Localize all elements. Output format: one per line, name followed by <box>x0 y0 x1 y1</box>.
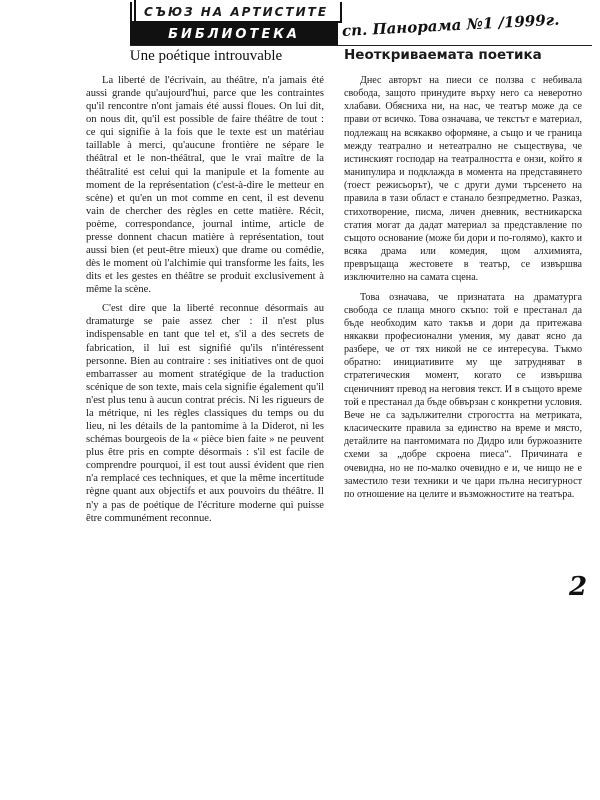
bulgarian-paragraph-2: Това означава, че признатата на драматурга свобода се плаща много скъпо: той е престанал да бъде необходим като такъв и дори да притежава някакви професионални умения, му дават ясно да разбере, че от тях никой не се интересува. Тъкмо обратно: инициативите му ще затрудняват в стратегическия момент, когато се извършва сценичният превод на неговия текст. И в същото време той е престанал да бъде обвързан с конкретни условия. Вече не са задължителни строгостта на метриката, класическите правила за единство на време и място, детайлите на пантомимата по Дидро или буржоазните схеми за „добре скроена пиеса“. Причината е очевидна, но не по-малко очевидно е и, че нищо не е заместило тези техники и че цари пълна несигурност по отношение на целите и възможностите на театъра. <box>344 291 582 500</box>
rubric-banner <box>130 23 338 45</box>
bulgarian-paragraph-1: Днес авторът на пиеси се ползва с небивала свобода, защото принудите върху него са неверотно хлабави. Обясниха ни, на нас, че театър може да се прави от всичко. Това означава, че текстът е материал, подлежащ на всякакво оформяне, а също и че граница между театрално и нетеатрално не съществува, че истинският господар на театралността е онзи, който я манипулира и подклажда в момента на представянето (тоест режисьорът), че с други думи търсенето на правила в тази област е станало безпредметно. Разказ, стихотворение, писма, личен дневник, вестникарска статия могат да дадат материал за представление по същото основание (може би дори и по-голямо), както и всяка драма или комедия, щом алхимията, превръщаща жестовете в театър, се извършва изключително на самата сцена. <box>344 75 582 284</box>
rubric-label: БИБЛИОТЕКА <box>168 26 300 42</box>
handwritten-source-note: сп. Панорама №1 /1999г. <box>341 10 560 40</box>
bulgarian-article-title: Неоткриваемата поетика <box>344 47 542 63</box>
french-paragraph-2: C'est dire que la liberté reconnue désormais au dramaturge se paie assez cher : il n'est plus indispensable en tant que tel et, s'il a des secrets de fabrication, il lui est signifié qu'ils n'intéressent personne. Bien au contraire : ses initiatives ont de quoi embarrasser au moment stratégique de la traduction scénique de son texte, mais cela signifie également qu'il n'est plus tenu à aucun contrat précis. Ni les rigueurs de la métrique, ni les règles classiques du temps ou du lieu, ni les détails de la pantomime à la Diderot, ni les schémas bourgeois de la « pièce bien faite » ne peuvent plus être pris en compte désormais : s'il est facile de comprendre pourquoi, il est tout aussi évident que rien n'a remplacé ces techniques, et que la même incertitude règne quant aux objectifs et aux pouvoirs du théâtre. Il n'y a pas de poétique de l'écriture moderne qui puisse être communément reconnue. <box>86 303 324 524</box>
handwritten-page-number: 2 <box>569 572 588 602</box>
org-header <box>130 2 342 23</box>
header-rule <box>130 45 592 46</box>
org-name: СЪЮЗ НА АРТИСТИТЕ <box>143 4 329 19</box>
french-article-column <box>86 74 324 525</box>
french-paragraph-1: La liberté de l'écrivain, au théâtre, n'a jamais été aussi grande qu'aujourd'hui, parce que les contraintes qu'il rencontre n'ont jamais été aussi floues. On lui dit, on nous dit, qu'il est possible de faire théâtre de tout : ce qui signifie à la fois que le texte est un matériau taillable à merci, qu'aucune frontière ne sépare le théâtral et le non-théâtral, que le vrai maître de la théâtralité est celui qui la manipule et la fomente au moment de la représentation (c'est-à-dire le metteur en scène) et qu'en un mot comme en cent, il est devenu vain de chercher des règles en cette matière. Récit, poème, correspondance, journal intime, article de presse donnent chacun matière à représentation, tout aussi bien (et peut-être mieux) que drame ou comédie, dès le moment où l'alchimie qui transforme les faits, les dits et les gestes en théâtre se produit exclusivement à même la scène. <box>86 75 324 296</box>
bulgarian-article-column <box>344 74 582 501</box>
french-article-title: Une poétique introuvable <box>129 48 283 64</box>
